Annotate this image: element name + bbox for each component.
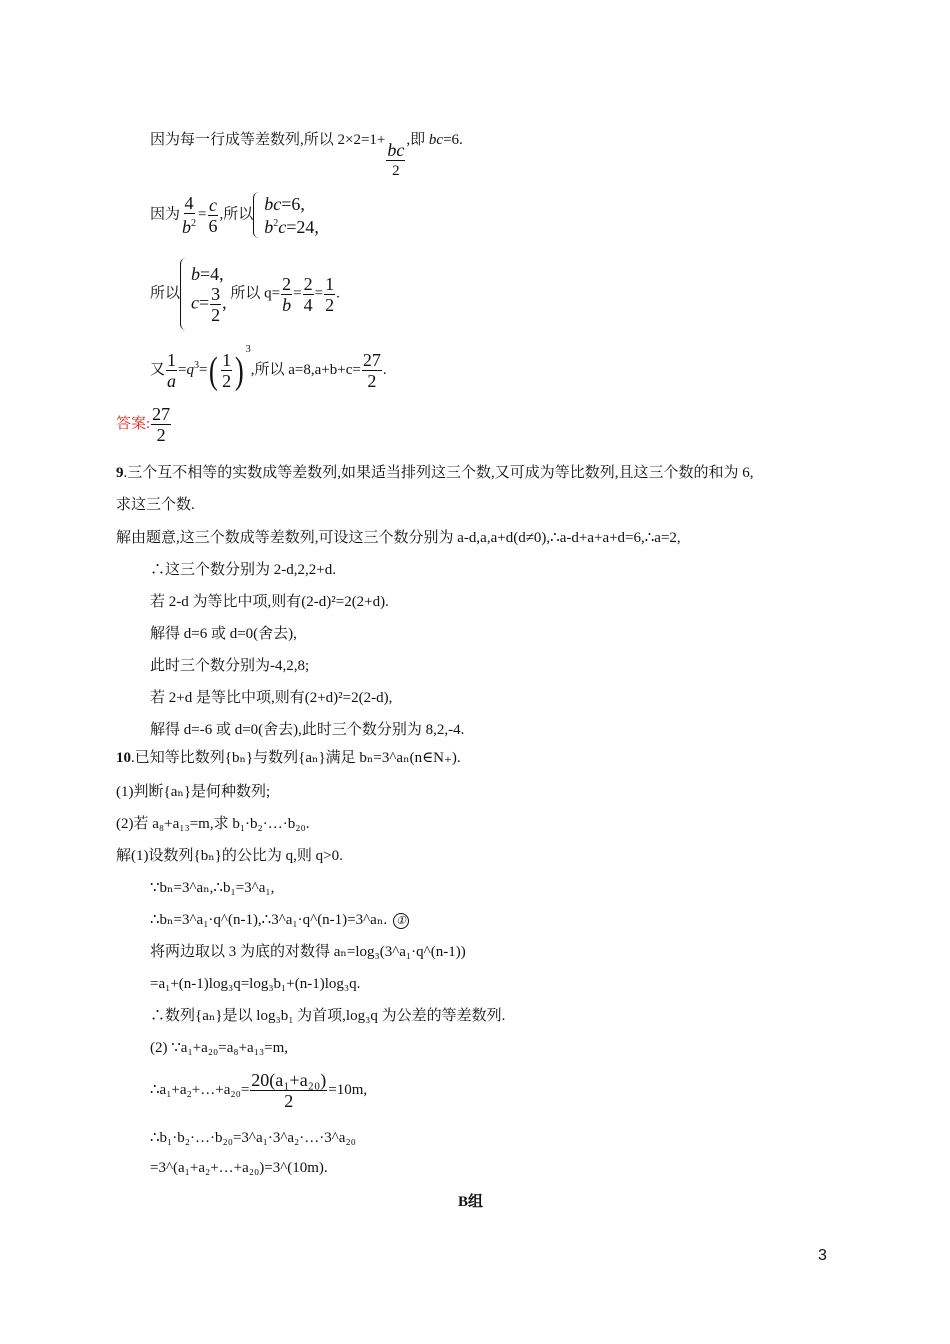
problem10-question-2: (2)若 a₈+a₁₃=m,求 b₁·b₂·…·b₂₀. bbox=[116, 816, 310, 832]
problem10-solution-1: 解(1)设数列{bₙ}的公比为 q,则 q>0. bbox=[116, 848, 343, 864]
problem9-solution-4: 解得 d=6 或 d=0(舍去), bbox=[150, 626, 297, 642]
problem10-solution-8: ∴a₁+a₂+…+a₂₀= $\frac{\text{20(a₁+a₂₀)}}{2}$ =10m, bbox=[150, 1070, 368, 1111]
equation-marker: ① bbox=[393, 913, 409, 929]
problem9-solution-1: 解由题意,这三个数成等差数列,可设这三个数分别为 a-d,a,a+d(d≠0),∴a-d+a+a+d=6,∴a=2, bbox=[116, 530, 681, 546]
problem9-solution-3: 若 2-d 为等比中项,则有(2-d)²=2(2+d). bbox=[150, 594, 389, 610]
problem10-solution-4: 将两边取以 3 为底的对数得 aₙ=log₃(3^a₁·q^(n-1)) bbox=[150, 944, 466, 960]
p8-line2: 因为 $\frac{4}{b^2}$ = $\frac{c}{6}$ ,所以 bc=6, $b^2c=24$, bbox=[150, 193, 319, 237]
problem9-solution-7: 解得 d=-6 或 d=0(舍去),此时三个数分别为 8,2,-4. bbox=[150, 722, 465, 738]
problem10-solution-6: ∴数列{aₙ}是以 log₃b₁ 为首项,log₃q 为公差的等差数列. bbox=[150, 1008, 506, 1024]
answer-label: 答案: bbox=[116, 415, 151, 432]
p8-line3: 所以 b=4, c= $\frac{3}{2}$ , 所以 q= $\frac{2}{b}$ = $\frac{2}{4}$ = $\frac{1}{2}$ . bbox=[150, 258, 340, 330]
problem9-statement-cont: 求这三个数. bbox=[116, 497, 195, 513]
problem10-solution-7: (2) ∵a₁+a₂₀=a₈+a₁₃=m, bbox=[150, 1040, 289, 1056]
problem10-solution-3: ∴bₙ=3^a₁·q^(n-1),∴3^a₁·q^(n-1)=3^aₙ. ① bbox=[150, 910, 409, 930]
problem10-solution-10: =3^(a₁+a₂+…+a₂₀)=3^(10m). bbox=[150, 1160, 328, 1176]
problem9-solution-2: ∴这三个数分别为 2-d,2,2+d. bbox=[150, 562, 336, 578]
problem10-solution-5: =a₁+(n-1)log₃q=log₃b₁+(n-1)log₃q. bbox=[150, 976, 361, 992]
problem10-solution-2: ∵bₙ=3^aₙ,∴b₁=3^a₁, bbox=[150, 880, 275, 896]
problem9-solution-5: 此时三个数分别为-4,2,8; bbox=[150, 658, 310, 674]
problem9-statement: 9.三个互不相等的实数成等差数列,如果适当排列这三个数,又可成为等比数列,且这三个数的和为 6, bbox=[116, 465, 754, 481]
problem10-solution-9: ∴b₁·b₂·…·b₂₀=3^a₁·3^a₂·…·3^a₂₀ bbox=[150, 1130, 356, 1146]
p8-line1: 因为每一行成等差数列,所以 2×2=1+ $\frac{bc}{2}$ ,即 bc=6. bbox=[150, 132, 463, 179]
problem10-statement: 10.已知等比数列{bₙ}与数列{aₙ}满足 bₙ=3^aₙ(n∈N₊). bbox=[116, 750, 461, 766]
problem9-solution-6: 若 2+d 是等比中项,则有(2+d)²=2(2-d), bbox=[150, 690, 393, 706]
section-heading: B组 bbox=[458, 1194, 484, 1210]
page-number: 3 bbox=[818, 1247, 827, 1264]
answer-line: 答案: $\frac{27}{2}$ bbox=[116, 404, 171, 445]
problem10-question-1: (1)判断{aₙ}是何种数列; bbox=[116, 784, 271, 800]
p8-line4: 又 $\frac{1}{a}$ $=q^3=$( $\frac{1}{2}$ )$^3$,所以 a=8,a+b+c= $\frac{27}{2}$ . bbox=[150, 344, 387, 392]
